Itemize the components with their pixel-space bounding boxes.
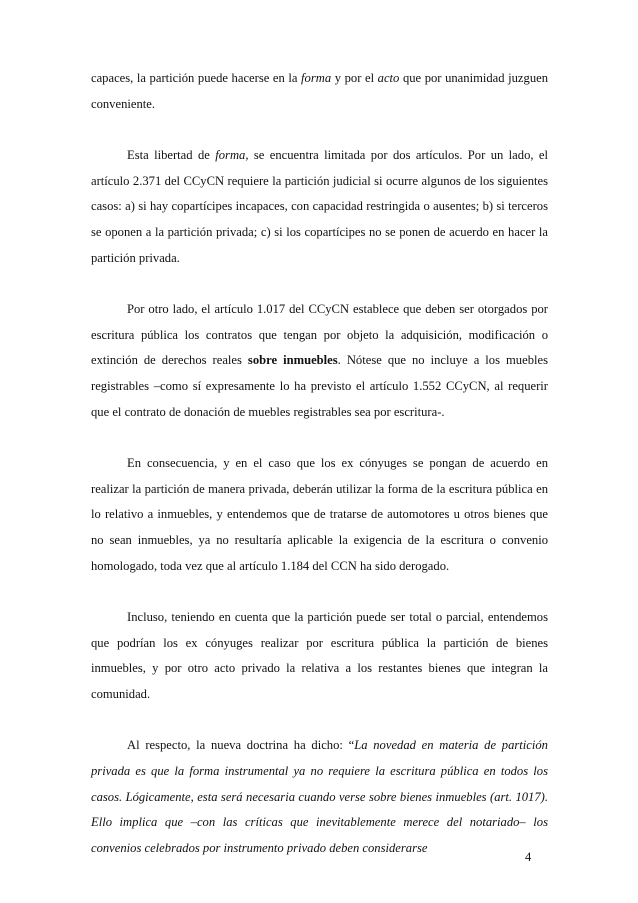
- paragraph-3-text-c: . Nótese que no incluye a los muebles registrables –como sí expresamente lo ha previsto el artículo 1.552 CCyCN, al requerir que el contrato de donación de muebles registrables sea por escritura-.: [91, 353, 548, 419]
- paragraph-2-text-a: Esta libertad de: [127, 148, 216, 163]
- paragraph-1-text-c: y por el: [331, 71, 378, 85]
- paragraph-1-emphasis-forma: forma: [301, 71, 332, 85]
- paragraph-3-text-a: Por otro lado, el artículo 1.017 del CCyCN establece que deben ser otorgados por escritura pública los contratos que tengan por objeto la adquisición, modificación o extinción de derechos reales: [91, 302, 548, 368]
- paragraph-2: [91, 143, 548, 271]
- paragraph-1: [91, 66, 548, 117]
- paragraph-2-text-c: , se encuentra limitada por dos artículos. Por un lado, el artículo 2.371 del CCyCN requiere la partición judicial si ocurre algunos de los siguientes casos: a) si hay copartícipes incapaces, con capacidad restringida o ausentes; b) si terceros se oponen a la partición privada; c) si los copartícipes no se ponen de acuerdo en hacer la partición privada.: [91, 148, 549, 265]
- paragraph-2-emphasis-forma: forma: [215, 148, 246, 163]
- paragraph-1-emphasis-acto: acto: [377, 71, 400, 85]
- paragraph-1-text-e: que por unanimidad juzguen conveniente.: [91, 71, 548, 111]
- paragraph-5: Incluso, teniendo en cuenta que la partición puede ser total o parcial, entendemos que podrían los ex cónyuges realizar por escritura pública la partición de bienes inmuebles, y por otro acto privado la relativa a los restantes bienes que integran la comunidad.: [91, 610, 548, 701]
- paragraph-6: [91, 733, 548, 861]
- paragraph-3-bold-sobre-inmuebles: sobre inmuebles: [247, 353, 338, 368]
- document-page: [91, 66, 548, 887]
- paragraph-6-quote: La novedad en materia de partición privada es que la forma instrumental ya no requiere la escritura pública en todos los casos. Lógicamente, esta será necesaria cuando verse sobre bienes inmuebles (art. 1017). Ello implica que –con las críticas que inevitablemente merece del notariado– los convenios celebrados por instrumento privado deben considerarse: [91, 738, 548, 855]
- paragraph-1-text-a: capaces, la partición puede hacerse en la: [91, 71, 302, 85]
- paragraph-3: [91, 297, 548, 425]
- paragraph-4: En consecuencia, y en el caso que los ex cónyuges se pongan de acuerdo en realizar la partición de manera privada, deberán utilizar la forma de la escritura pública en lo relativo a inmuebles, y entendemos que de tratarse de automotores u otros bienes que no sean inmuebles, ya no resultaría aplicable la exigencia de la escritura o convenio homologado, toda vez que al artículo 1.184 del CCN ha sido derogado.: [91, 456, 548, 573]
- page-number: 4: [525, 850, 532, 864]
- paragraph-6-text-a: Al respecto, la nueva doctrina ha dicho: “: [127, 738, 355, 753]
